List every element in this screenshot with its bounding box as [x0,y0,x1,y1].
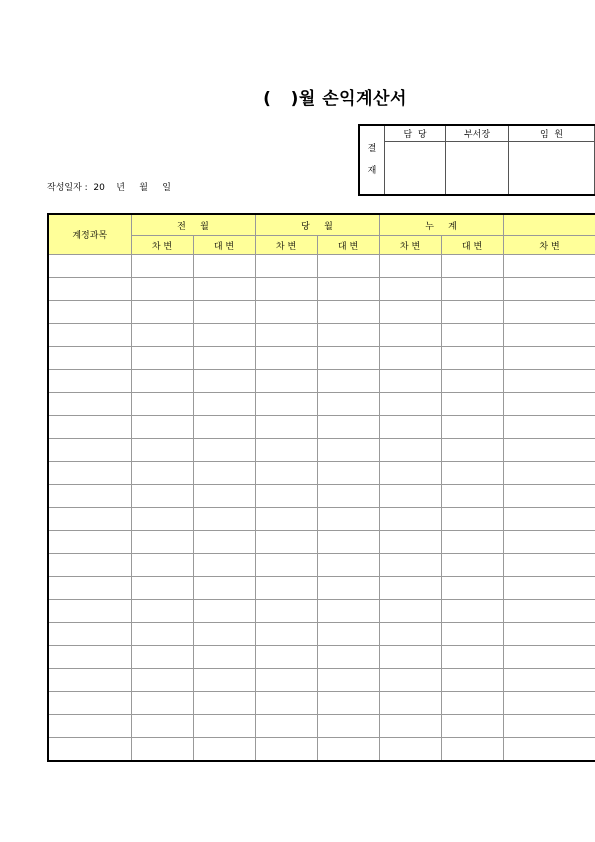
amount-cell[interactable] [255,416,317,439]
amount-cell[interactable] [503,439,595,462]
account-cell[interactable] [48,462,131,485]
amount-cell[interactable] [193,715,255,738]
sub-header-credit: 대 변 [193,236,255,255]
table-row [48,462,595,485]
amount-cell[interactable] [317,485,379,508]
page-title: ( )월 손익계산서 [263,89,407,109]
amount-cell[interactable] [379,324,441,347]
amount-cell[interactable] [317,715,379,738]
sub-header-credit: 대 변 [317,236,379,255]
amount-cell[interactable] [379,577,441,600]
amount-cell[interactable] [317,508,379,531]
amount-cell[interactable] [193,485,255,508]
table-row [48,347,595,370]
amount-cell[interactable] [441,577,503,600]
amount-cell[interactable] [131,347,193,370]
approval-side-label [359,125,385,195]
amount-cell[interactable] [441,324,503,347]
account-cell[interactable] [48,278,131,301]
approval-sign-staff[interactable] [385,142,446,196]
amount-cell[interactable] [131,255,193,278]
amount-cell[interactable] [503,485,595,508]
amount-cell[interactable] [193,324,255,347]
amount-cell[interactable] [379,485,441,508]
table-row [48,738,595,762]
account-header: 계정과목 [48,214,131,255]
amount-cell[interactable] [441,692,503,715]
account-cell[interactable] [48,508,131,531]
amount-cell[interactable] [193,531,255,554]
account-cell[interactable] [48,554,131,577]
header-row-groups [48,214,595,236]
sub-header-debit: 차 변 [379,236,441,255]
amount-cell[interactable] [503,738,595,762]
amount-cell[interactable] [379,715,441,738]
amount-cell[interactable] [503,416,595,439]
approval-side-label-1: 결 [367,144,377,154]
amount-cell[interactable] [255,255,317,278]
account-cell[interactable] [48,255,131,278]
amount-cell[interactable] [131,416,193,439]
amount-cell[interactable] [503,393,595,416]
amount-cell[interactable] [441,738,503,762]
amount-cell[interactable] [441,393,503,416]
table-row [48,554,595,577]
account-cell[interactable] [48,669,131,692]
amount-cell[interactable] [379,347,441,370]
table-row [48,669,595,692]
amount-cell[interactable] [503,577,595,600]
group-header-cumulative: 누 계 [379,214,503,236]
amount-cell[interactable] [379,393,441,416]
amount-cell[interactable] [255,462,317,485]
income-statement-table [47,213,595,762]
amount-cell[interactable] [131,370,193,393]
table-row [48,623,595,646]
amount-cell[interactable] [193,278,255,301]
amount-cell[interactable] [317,347,379,370]
group-header-extra [503,214,595,236]
amount-cell[interactable] [317,370,379,393]
amount-cell[interactable] [441,623,503,646]
amount-cell[interactable] [379,301,441,324]
amount-cell[interactable] [255,669,317,692]
account-cell[interactable] [48,485,131,508]
amount-cell[interactable] [255,370,317,393]
account-cell[interactable] [48,715,131,738]
amount-cell[interactable] [503,370,595,393]
amount-cell[interactable] [317,301,379,324]
amount-cell[interactable] [379,508,441,531]
amount-cell[interactable] [503,301,595,324]
amount-cell[interactable] [131,531,193,554]
amount-cell[interactable] [379,439,441,462]
approval-header-manager: 부서장 [446,125,509,142]
amount-cell[interactable] [379,738,441,762]
amount-cell[interactable] [441,255,503,278]
amount-cell[interactable] [317,692,379,715]
account-cell[interactable] [48,370,131,393]
amount-cell[interactable] [379,370,441,393]
amount-cell[interactable] [193,370,255,393]
approval-sign-executive[interactable] [509,142,595,196]
amount-cell[interactable] [379,554,441,577]
amount-cell[interactable] [441,439,503,462]
table-row [48,531,595,554]
sub-header-debit: 차 변 [503,236,595,255]
account-cell[interactable] [48,416,131,439]
amount-cell[interactable] [255,278,317,301]
amount-cell[interactable] [441,278,503,301]
approval-side-label-2: 재 [367,166,377,176]
amount-cell[interactable] [503,508,595,531]
amount-cell[interactable] [131,278,193,301]
table-row [48,416,595,439]
table-row [48,439,595,462]
amount-cell[interactable] [131,485,193,508]
amount-cell[interactable] [379,462,441,485]
table-row [48,692,595,715]
amount-cell[interactable] [379,531,441,554]
amount-cell[interactable] [441,646,503,669]
amount-cell[interactable] [503,278,595,301]
amount-cell[interactable] [255,600,317,623]
amount-cell[interactable] [255,439,317,462]
amount-cell[interactable] [131,600,193,623]
amount-cell[interactable] [441,669,503,692]
amount-cell[interactable] [317,531,379,554]
account-cell[interactable] [48,439,131,462]
amount-cell[interactable] [317,278,379,301]
amount-cell[interactable] [193,416,255,439]
amount-cell[interactable] [193,508,255,531]
amount-cell[interactable] [193,623,255,646]
account-cell[interactable] [48,301,131,324]
amount-cell[interactable] [379,669,441,692]
amount-cell[interactable] [193,577,255,600]
account-cell[interactable] [48,393,131,416]
approval-box [358,124,595,196]
amount-cell[interactable] [131,692,193,715]
amount-cell[interactable] [317,255,379,278]
amount-cell[interactable] [379,278,441,301]
amount-cell[interactable] [255,692,317,715]
amount-cell[interactable] [503,623,595,646]
account-cell[interactable] [48,738,131,762]
sub-header-debit: 차 변 [131,236,193,255]
amount-cell[interactable] [441,416,503,439]
amount-cell[interactable] [131,554,193,577]
amount-cell[interactable] [503,600,595,623]
amount-cell[interactable] [441,715,503,738]
amount-cell[interactable] [131,462,193,485]
amount-cell[interactable] [317,462,379,485]
table-row [48,577,595,600]
table-row [48,715,595,738]
amount-cell[interactable] [441,301,503,324]
account-cell[interactable] [48,531,131,554]
amount-cell[interactable] [441,531,503,554]
table-row [48,508,595,531]
amount-cell[interactable] [441,600,503,623]
amount-cell[interactable] [317,324,379,347]
amount-cell[interactable] [255,301,317,324]
account-cell[interactable] [48,347,131,370]
table-row [48,301,595,324]
account-cell[interactable] [48,692,131,715]
approval-header-executive: 임 원 [509,125,595,142]
amount-cell[interactable] [255,485,317,508]
account-cell[interactable] [48,623,131,646]
amount-cell[interactable] [255,577,317,600]
table-row [48,324,595,347]
amount-cell[interactable] [379,255,441,278]
amount-cell[interactable] [193,347,255,370]
amount-cell[interactable] [255,623,317,646]
table-row [48,278,595,301]
amount-cell[interactable] [441,347,503,370]
amount-cell[interactable] [379,416,441,439]
amount-cell[interactable] [317,577,379,600]
amount-cell[interactable] [255,715,317,738]
amount-cell[interactable] [255,508,317,531]
date-line: 작성일자 : 20 년 월 일 [47,183,171,193]
table-row [48,485,595,508]
table-row [48,255,595,278]
account-cell[interactable] [48,600,131,623]
amount-cell[interactable] [131,646,193,669]
amount-cell[interactable] [193,462,255,485]
table-row [48,370,595,393]
amount-cell[interactable] [131,324,193,347]
amount-cell[interactable] [503,255,595,278]
amount-cell[interactable] [255,324,317,347]
amount-cell[interactable] [193,669,255,692]
amount-cell[interactable] [131,393,193,416]
account-cell[interactable] [48,577,131,600]
amount-cell[interactable] [255,393,317,416]
amount-cell[interactable] [503,324,595,347]
amount-cell[interactable] [255,531,317,554]
group-header-this-month: 당 월 [255,214,379,236]
amount-cell[interactable] [317,646,379,669]
amount-cell[interactable] [193,646,255,669]
amount-cell[interactable] [317,623,379,646]
amount-cell[interactable] [255,738,317,762]
amount-cell[interactable] [503,692,595,715]
amount-cell[interactable] [131,508,193,531]
amount-cell[interactable] [193,301,255,324]
amount-cell[interactable] [441,508,503,531]
amount-cell[interactable] [379,646,441,669]
amount-cell[interactable] [131,439,193,462]
amount-cell[interactable] [379,692,441,715]
amount-cell[interactable] [193,692,255,715]
amount-cell[interactable] [255,646,317,669]
amount-cell[interactable] [131,738,193,762]
amount-cell[interactable] [379,623,441,646]
amount-cell[interactable] [255,347,317,370]
amount-cell[interactable] [503,669,595,692]
amount-cell[interactable] [503,646,595,669]
amount-cell[interactable] [131,577,193,600]
amount-cell[interactable] [131,715,193,738]
approval-sign-manager[interactable] [446,142,509,196]
sub-header-credit: 대 변 [441,236,503,255]
amount-cell[interactable] [193,554,255,577]
amount-cell[interactable] [193,600,255,623]
sub-header-debit: 차 변 [255,236,317,255]
amount-cell[interactable] [317,439,379,462]
table-row [48,393,595,416]
table-row [48,646,595,669]
amount-cell[interactable] [441,462,503,485]
amount-cell[interactable] [131,301,193,324]
amount-cell[interactable] [441,485,503,508]
amount-cell[interactable] [379,600,441,623]
amount-cell[interactable] [503,347,595,370]
amount-cell[interactable] [193,393,255,416]
amount-cell[interactable] [131,669,193,692]
amount-cell[interactable] [317,554,379,577]
amount-cell[interactable] [503,531,595,554]
amount-cell[interactable] [317,393,379,416]
header-row-sub [48,236,595,255]
account-cell[interactable] [48,324,131,347]
amount-cell[interactable] [317,600,379,623]
amount-cell[interactable] [193,439,255,462]
table-row [48,600,595,623]
amount-cell[interactable] [131,623,193,646]
account-cell[interactable] [48,646,131,669]
amount-cell[interactable] [503,715,595,738]
amount-cell[interactable] [193,738,255,762]
amount-cell[interactable] [317,416,379,439]
amount-cell[interactable] [441,370,503,393]
amount-cell[interactable] [193,255,255,278]
amount-cell[interactable] [503,554,595,577]
amount-cell[interactable] [503,462,595,485]
amount-cell[interactable] [317,738,379,762]
amount-cell[interactable] [317,669,379,692]
group-header-prev-month: 전 월 [131,214,255,236]
amount-cell[interactable] [255,554,317,577]
amount-cell[interactable] [441,554,503,577]
approval-header-staff: 담 당 [385,125,446,142]
